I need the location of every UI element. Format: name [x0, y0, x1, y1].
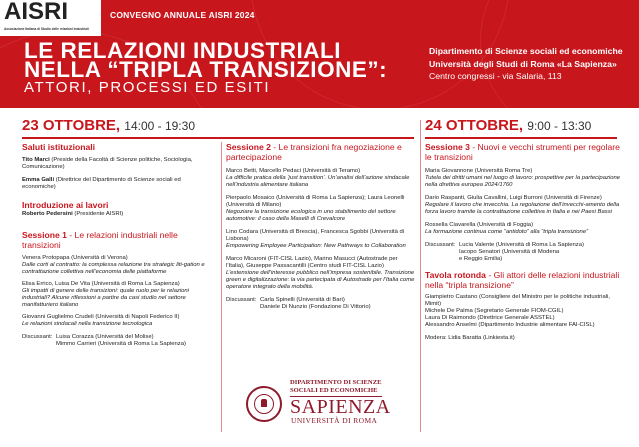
tavola-rotonda-heading: Tavola rotonda - Gli attori delle relazioni industriali nella “tripla transizione”	[425, 270, 620, 290]
logo-text: AISRI	[4, 0, 69, 25]
s2-paper-1-title: La difficile pratica della ‘just transition’. Un’analisi dell’azione sindacale nell’industria alimentare italiana	[226, 175, 410, 188]
s3-paper-3-authors: Rossella Ciavarella (Università di Foggia)	[425, 222, 534, 228]
saluti-heading: Saluti istituzionali	[22, 142, 96, 152]
tavola-speaker-4: Alessandro Anselmi (Dipartimento Industrie alimentare FAI-CISL)	[425, 322, 595, 328]
s3-paper-1-title: Tutela dei diritti umani nel luogo di lavoro: prospettive per la partecipazione nella direttiva europea 2024/1760	[425, 175, 621, 188]
column-day1-right	[226, 143, 416, 311]
discussant-label: Discussant:	[22, 334, 53, 340]
s1-paper-2-authors: Elisa Errico, Luisa De Vita (Università di Roma La Sapienza)	[22, 281, 180, 287]
tavola-speaker-3: Laura Di Raimondo (Direttrice Generale ASSTEL)	[425, 315, 555, 321]
day2-time: 9:00 - 13:30	[527, 119, 592, 133]
aisri-logo	[0, 0, 101, 28]
saluti-speaker-1: Tito Marci (Preside della Facoltà di Scienze politiche, Sociologia, Comunicazione)	[22, 156, 193, 170]
s1-paper-1-title: Dalle corti al contratto: la complessa relazione tra strategic liti-gation e contrattazione collettiva nell’economia delle piattaforme	[22, 262, 205, 275]
s1-discussants	[22, 334, 216, 348]
intro-speaker: Roberto Pedersini (Presidente AISRI)	[22, 211, 124, 217]
day2-heading	[425, 118, 591, 134]
s2-paper-2-title: Negoziare la transizione ecologica in uno stabilimento del settore automotive: il caso della Maselli di Crevalcore	[226, 209, 396, 222]
session2-heading: Sessione 2 - Le transizioni fra negoziazione e partecipazione	[226, 142, 402, 162]
day2-rule	[425, 137, 617, 139]
session3-heading: Sessione 3 - Nuovi e vecchi strumenti per regolare le transizioni	[425, 142, 620, 162]
moderator: Modera: Lidia Baratta (Linkiesta.it)	[425, 335, 515, 341]
s1-paper-2-title: Gli impatti di genere delle transizioni: quale ruolo per le relazioni industriali? Alcune riflessioni a partire da casi studio nel settore manifatturiero italiano	[22, 288, 189, 308]
s3-paper-2-authors: Dario Raspanti, Giulia Cavallini, Luigi Burroni (Università di Firenze)	[425, 195, 602, 201]
logo-subtitle: Associazione Italiana di Studio delle relazioni industriali	[4, 27, 89, 31]
s1-paper-1-authors: Venera Protopapa (Università di Verona)	[22, 255, 128, 261]
tavola-speaker-2: Michele De Palma (Segretario Generale FIOM-CGIL)	[425, 308, 564, 314]
saluti-speaker-2: Emma Galli (Direttrice del Dipartimento di Scienze sociali ed economiche)	[22, 176, 181, 190]
subtitle: ATTORI, PROCESSI ED ESITI	[24, 79, 271, 96]
discussant-label: Discussant:	[425, 242, 456, 248]
department-name: Dipartimento di Scienze sociali ed economiche	[429, 46, 623, 56]
sapienza-city: UNIVERSITÀ DI ROMA	[291, 416, 378, 425]
day1-time: 14:00 - 19:30	[124, 119, 195, 133]
s1-paper-3-authors: Giovanni Guglielmo Crudeli (Università di Napoli Federico II)	[22, 314, 180, 320]
s2-paper-4-authors: Marco Micaroni (FIT-CISL Lazio), Marino Masucci (Autostrade per l’Italia), Giuseppe Passacantilli (Centro studi FIT-CISL Lazio)	[226, 256, 398, 269]
s3-paper-2-title: Regolare il lavoro che invecchia. La regolazione dell’invecchi-amento della forza lavoro tramite la contrattazione collettiva in Italia e nei Paesi Bassi	[425, 202, 620, 215]
s2-paper-2-authors: Pierpaolo Mosaico (Università di Roma La Sapienza); Laura Leonelli (Università di Milano)	[226, 195, 405, 208]
s3-discussants	[425, 242, 623, 263]
day-separator	[420, 120, 421, 432]
event-label: CONVEGNO ANNUALE AISRI 2024	[110, 10, 255, 20]
sapienza-name: SAPIENZA	[290, 396, 391, 418]
s3-paper-3-title: La formazione continua come “antidoto” alla “tripla transizione”	[425, 229, 589, 235]
s2-paper-4-title: L’estensione dell’interesse pubblico nell’impresa sostenibile. Transizione green e digitalizzazione: la via partecipata di Autostrade per l’Italia come operatore integrato della mobilità.	[226, 270, 415, 290]
discussant-list: Luisa Corazza (Università del Molise) Mimmo Carrieri (Università di Roma La Sapienza)	[56, 334, 186, 347]
title-line-2: NELLA “TRIPLA TRANSIZIONE”:	[24, 57, 388, 82]
title-line-1: LE RELAZIONI INDUSTRIALI	[24, 38, 341, 63]
column-day1-left	[22, 143, 216, 348]
session1-heading: Sessione 1 - Le relazioni industriali nelle transizioni	[22, 230, 178, 250]
discussant-label: Discussant:	[226, 297, 257, 303]
s1-paper-3-title: Le relazioni sindacali nella transizione tecnologica	[22, 321, 153, 327]
logo-subtitle-box	[0, 28, 101, 36]
sapienza-department: DIPARTIMENTO DI SCIENZE SOCIALI ED ECONOMICHE	[290, 379, 382, 394]
day1-date: 23 OTTOBRE,	[22, 117, 121, 134]
intro-heading: Introduzione ai lavori	[22, 199, 109, 210]
day2-date: 24 OTTOBRE,	[425, 117, 524, 134]
university-name: Università degli Studi di Roma «La Sapienza»	[429, 58, 617, 69]
tavola-speaker-1: Giampietro Castano (Consigliere del Ministro per le politiche industriali, Mimit)	[425, 294, 610, 307]
header-banner	[0, 0, 639, 108]
venue-info	[429, 45, 623, 83]
s3-paper-1-authors: Maria Giovannone (Università Roma Tre)	[425, 168, 533, 174]
sapienza-seal-icon	[246, 386, 282, 422]
s2-discussants	[226, 297, 416, 311]
discussant-list: Lucia Valente (Università di Roma La Sapienza) Iacopo Senatori (Università di Modena e Reggio Emilia)	[459, 242, 584, 262]
day1-rule	[22, 137, 414, 139]
discussant-list: Carla Spinelli (Università di Bari) Daniele Di Nunzio (Fondazione Di Vittorio)	[260, 297, 371, 310]
column-day2	[425, 143, 623, 342]
column-separator	[221, 142, 222, 432]
s2-paper-1-authors: Marco Betti, Marcello Pedaci (Università di Teramo)	[226, 168, 361, 174]
day1-heading	[22, 118, 195, 134]
s2-paper-3-authors: Lino Codara (Università di Brescia), Francesca Sgobbi (Università di Lisbona)	[226, 229, 405, 242]
s2-paper-3-title: Empowering Employee Participation: New Pathways to Collaboration	[226, 243, 406, 249]
venue-address: Centro congressi - via Salaria, 113	[429, 71, 562, 81]
